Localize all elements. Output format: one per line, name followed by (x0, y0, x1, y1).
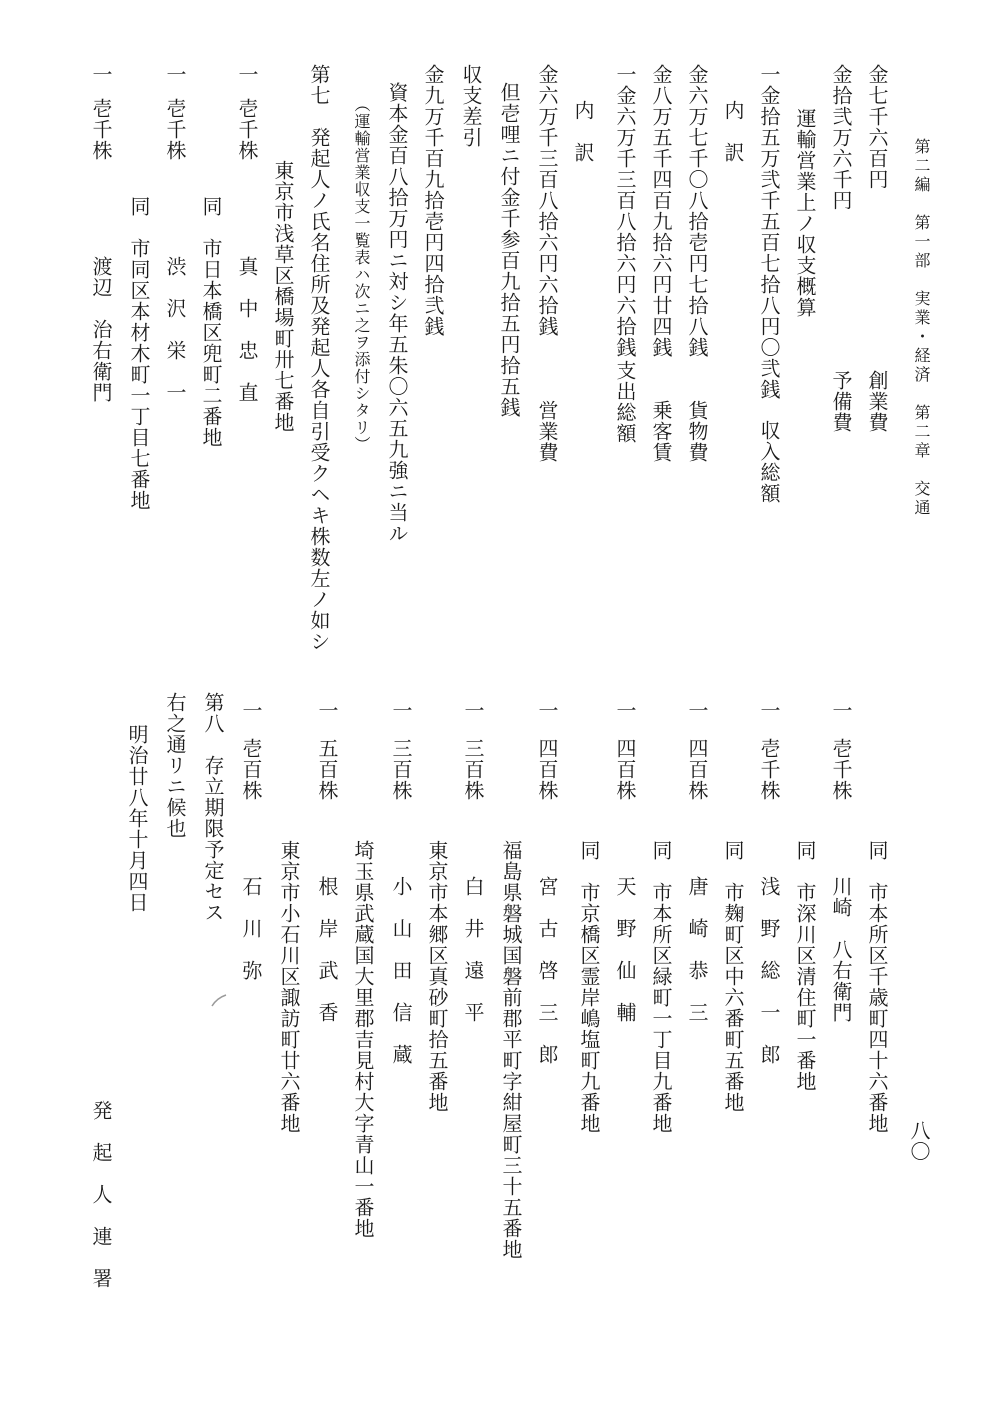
promoter-name: 小 山 田 信 蔵 (389, 876, 413, 1065)
promoter-name: 石 川 弥 (239, 876, 263, 981)
share-mark: 一 (235, 64, 259, 85)
promoter-name: 宮 古 啓 三 郎 (535, 876, 559, 1065)
expense-detail-label: 内 訳 (571, 100, 595, 163)
promoter-shares: 四百株 (613, 738, 637, 801)
promoter-address: 同 市麹町区中六番町五番地 (721, 840, 745, 1113)
share-mark: 一 (461, 700, 485, 721)
founding-cost-amount: 金七千六百円 (865, 64, 889, 190)
running-title: 第二編 第一部 実業・経済 第二章 交通 (912, 138, 931, 518)
promoter-address: 東京市本郷区真砂町拾五番地 (425, 840, 449, 1113)
share-mark: 一 (163, 64, 187, 85)
table-note: （運輸営業収支一覧表ハ次ニ之ヲ添付シタリ） (352, 96, 371, 453)
promoter-shares: 壱千株 (757, 738, 781, 801)
promoter-shares: 壱百株 (239, 738, 263, 801)
promoter-name: 根 岸 武 香 (315, 876, 339, 1023)
promoter-address: 同 市京橋区霊岸嶋塩町九番地 (577, 840, 601, 1134)
passenger-label: 乗客賃 (649, 400, 673, 463)
promoter-shares: 五百株 (315, 738, 339, 801)
promoter-address: 福島県磐城国磐前郡平町字紺屋町三十五番地 (499, 840, 523, 1260)
promoter-shares: 壱千株 (235, 98, 259, 161)
promoter-address: 東京市浅草区橋場町卅七番地 (271, 160, 295, 433)
promoter-name: 真 中 忠 直 (235, 256, 259, 403)
promoter-address: 同 市本所区緑町一丁目九番地 (649, 840, 673, 1134)
section-7-heading: 第七 発起人ノ氏名住所及発起人各自引受クヘキ株数左ノ如シ (307, 64, 331, 652)
share-mark: 一 (315, 700, 339, 721)
passenger-amount: 金八万五千四百九拾六円廿四銭 (649, 64, 673, 358)
share-mark: 一 (613, 700, 637, 721)
closing-statement: 右之通リニ候也 (163, 692, 187, 839)
promoter-name: 天 野 仙 輔 (613, 876, 637, 1023)
promoter-name: 川崎 八右衛門 (829, 876, 853, 1023)
share-mark: 一 (757, 700, 781, 721)
promoter-address: 同 市本所区千歳町四十六番地 (865, 840, 889, 1134)
founding-cost-label: 創業費 (865, 370, 889, 433)
capital-note: 資本金百八拾万円ニ対シ年五朱〇六五九強ニ当ル (385, 82, 409, 544)
promoter-address: 同 市深川区清住町一番地 (793, 840, 817, 1092)
reserve-label: 予備費 (829, 370, 853, 433)
promoter-address: 埼玉県武蔵国大里郡吉見村大字青山一番地 (351, 840, 375, 1239)
promoter-shares: 四百株 (685, 738, 709, 801)
promoter-shares: 四百株 (535, 738, 559, 801)
promoter-address: 同 市日本橋区兜町二番地 (199, 196, 223, 448)
signature-line: 発 起 人 連 署 (89, 1100, 113, 1289)
expense-total-amount: 一金六万千三百八拾六円六拾銭 (613, 64, 637, 358)
promoter-shares: 三百株 (389, 738, 413, 801)
scan-blemish (208, 990, 230, 1012)
operating-label: 営業費 (535, 400, 559, 463)
balance-amount: 金九万千百九拾壱円四拾弐銭 (421, 64, 445, 337)
promoter-name: 渡辺 治右衛門 (89, 256, 113, 403)
page-number: 八〇 (907, 1120, 931, 1162)
balance-label: 収支差引 (459, 64, 483, 148)
budget-title: 運輸営業上ノ収支概算 (793, 108, 817, 318)
promoter-address: 同 市同区本材木町一丁目七番地 (127, 196, 151, 511)
share-mark: 一 (89, 64, 113, 85)
expense-total-label: 支出総額 (613, 360, 637, 444)
share-mark: 一 (685, 700, 709, 721)
promoter-shares: 壱千株 (163, 98, 187, 161)
income-total-amount: 一金拾五万弐千五百七拾八円〇弐銭 (757, 64, 781, 400)
share-mark: 一 (389, 700, 413, 721)
freight-amount: 金六万七千〇八拾壱円七拾八銭 (685, 64, 709, 358)
promoter-shares: 三百株 (461, 738, 485, 801)
freight-label: 貨物費 (685, 400, 709, 463)
section-8-heading: 第八 存立期限予定セス (201, 692, 225, 923)
promoter-name: 渋 沢 栄 一 (163, 256, 187, 403)
promoter-address: 東京市小石川区諏訪町廿六番地 (277, 840, 301, 1134)
income-detail-label: 内 訳 (721, 100, 745, 163)
share-mark: 一 (535, 700, 559, 721)
promoter-name: 白 井 遠 平 (461, 876, 485, 1023)
operating-amount: 金六万千三百八拾六円六拾銭 (535, 64, 559, 337)
share-mark: 一 (239, 700, 263, 721)
promoter-name: 浅 野 総 一 郎 (757, 876, 781, 1065)
per-ri-note: 但壱哩ニ付金千参百九拾五円拾五銭 (497, 82, 521, 418)
income-total-label: 収入総額 (757, 420, 781, 504)
document-date: 明治廿八年十月四日 (125, 724, 149, 913)
share-mark: 一 (829, 700, 853, 721)
promoter-shares: 壱千株 (829, 738, 853, 801)
promoter-name: 唐 崎 恭 三 (685, 876, 709, 1023)
promoter-shares: 壱千株 (89, 98, 113, 161)
reserve-amount: 金拾弐万六千円 (829, 64, 853, 211)
